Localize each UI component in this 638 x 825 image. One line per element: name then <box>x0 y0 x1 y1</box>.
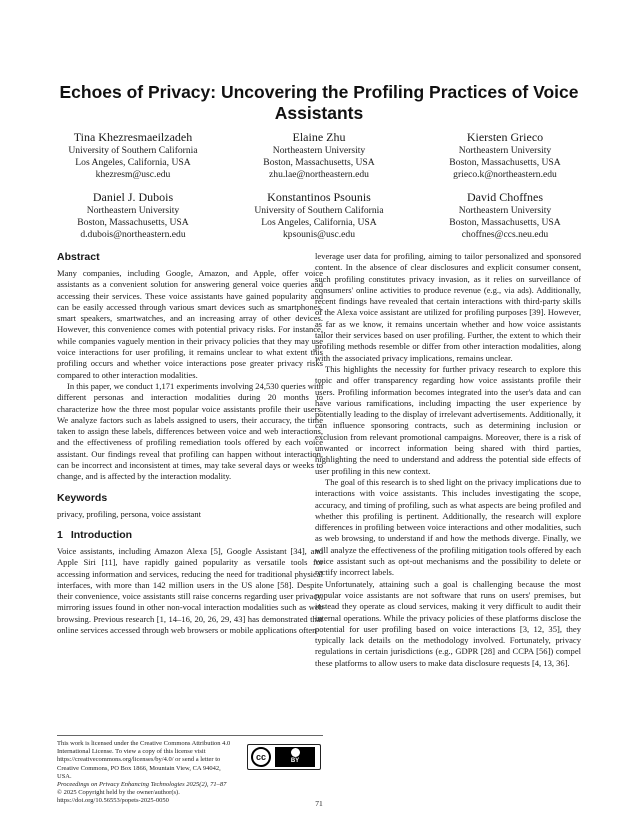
keywords-heading: Keywords <box>57 491 108 504</box>
author-name: Kiersten Grieco <box>466 130 544 144</box>
abstract-paragraph-2: In this paper, we conduct 1,171 experiments involving 24,530 queries with different personas and interaction modalities during 20 months to characterize how the three most popular voice assistants profile their users. We analyze factors such as labels assigned to users, their accuracy, the time taken to assign these labels, differences between voice and web interactions, and the effectiveness of profiling remediation tools offered by each voice assistant. Our findings reveal that profiling can happen without interaction, can be incorrect and inconsistent at times, may take several days or weeks to change, and is affected by the interaction modality. <box>57 380 323 482</box>
right-paragraph-4: Unfortunately, attaining such a goal is challenging because the most popular voice assistants are not software that runs on users' premises, but instead they operate as cloud services, making it very difficult to audit their internal operations. While the privacy policies of these platforms disclose the potential for user profiling based on voice interactions [3, 12, 35], they typically lack details on the methodology involved. Fortunately, privacy regulations in certain jurisdictions (e.g., GDPR [28] and CCPA [56]) compel these platforms to allow users to make data disclosure requests [4, 13, 36]. <box>315 578 581 668</box>
author-affiliation: Northeastern University <box>86 205 180 216</box>
author-location: Los Angeles, California, USA <box>261 217 377 229</box>
author-name: Tina Khezresmaeilzadeh <box>73 130 193 144</box>
author-name: David Choffnes <box>466 190 544 204</box>
author-block <box>40 130 226 182</box>
author-block <box>226 190 412 242</box>
copyright-text: © 2025 Copyright held by the owner/author(s). <box>57 789 180 797</box>
page-number: 71 <box>315 799 323 808</box>
author-affiliation: Northeastern University <box>458 145 552 156</box>
author-row-1 <box>40 130 598 182</box>
author-block <box>40 190 226 242</box>
author-affiliation: University of Southern California <box>254 205 384 216</box>
abstract-heading: Abstract <box>57 251 100 263</box>
author-location: Boston, Massachusetts, USA <box>77 217 189 229</box>
cc-logo-icon: cc <box>251 747 271 767</box>
paper-title: Echoes of Privacy: Uncovering the Profiling Practices of Voice Assistants <box>59 82 579 123</box>
author-affiliation: Northeastern University <box>272 145 366 156</box>
author-email: d.dubois@northeastern.edu <box>80 229 186 241</box>
by-label: BY <box>290 758 300 765</box>
right-paragraph-3: The goal of this research is to shed light on the privacy implications due to interactions with voice assistants. This includes investigating the scope, accuracy, and timing of profiling, such as what aspects are being profiled and whether this profiling is pertinent. Additionally, the research will explore differences in profiling between voice interactions and other modalities, such as web browsing, to understand if and how the methods diverge. Finally, we will analyze the effectiveness of the profiling mitigation tools offered by each voice assistant such as opt-out mechanisms and the possibility to delete or rectify incorrect labels. <box>315 476 581 578</box>
by-attribution-icon <box>275 747 315 767</box>
author-name: Elaine Zhu <box>292 130 346 144</box>
author-location: Boston, Massachusetts, USA <box>449 157 561 169</box>
author-block <box>226 130 412 182</box>
section-title: Introduction <box>70 528 133 541</box>
abstract-paragraph-1: Many companies, including Google, Amazon, and Apple, offer voice assistants as a convenient solution for answering general voice queries and accessing their services. These voice assistants have gained popularity and can be easily accessed through various smart devices such as smartphones, smart speakers, smartwatches, and an increasing array of other devices. However, this convenience comes with potential privacy risks. For instance, while companies vaguely mention in their privacy policies that they may use voice interactions for user profiling, it remains unclear to what extent this profiling occurs and whether voice interactions pose greater privacy risks compared to other interaction modalities. <box>57 268 323 380</box>
keywords-text: privacy, profiling, persona, voice assistant <box>57 508 201 519</box>
author-email: zhu.lae@northeastern.edu <box>269 169 369 181</box>
creative-commons-badge[interactable] <box>247 744 321 770</box>
author-location: Los Angeles, California, USA <box>75 157 191 169</box>
intro-paragraph-1: Voice assistants, including Amazon Alexa [5], Google Assistant [34], and Apple Siri [11], have rapidly gained popularity as versatile tools for accessing information and services, reducing the need for traditional physical interfaces, with more than 142 million users in the US alone [58]. Despite their convenience, voice assistants still raise concerns regarding user privacy, mirroring issues found in other non-vocal interaction modalities such as web browsing. Previous research [1, 14–16, 20, 26, 29, 43] has demonstrated that online services accessed through web browsers or mobile applications often <box>57 545 323 636</box>
author-email: khezresm@usc.edu <box>95 169 171 181</box>
author-name: Konstantinos Psounis <box>267 190 371 204</box>
right-paragraph-2: This highlights the necessity for further privacy research to explore this topic and offer transparency regarding how voice assistants profile their users. Profiling information becomes integrated into the user's data and can have various ramifications, including impacting the user experience by potentially leading to the display of irrelevant advertisements. Additionally, it can influence sponsoring contracts, such as determining inclusion or exclusion from relevant promotional campaigns. Moreover, there is a risk of unwanted or incorrect information being shared with third parties, highlighting the need to understand and address the potential side effects of user profiling in this new context. <box>315 363 581 476</box>
author-block <box>412 130 598 182</box>
author-email: choffnes@ccs.neu.edu <box>461 229 549 241</box>
author-row-2 <box>40 190 598 242</box>
author-affiliation: University of Southern California <box>68 145 198 156</box>
license-footnote <box>57 735 323 806</box>
introduction-heading <box>57 529 323 542</box>
author-name: Daniel J. Dubois <box>92 190 174 204</box>
author-location: Boston, Massachusetts, USA <box>263 157 375 169</box>
section-number: 1 <box>57 528 63 541</box>
doi-link[interactable]: https://doi.org/10.56553/popets-2025-0050 <box>57 797 169 805</box>
author-email: kpsounis@usc.edu <box>283 229 355 241</box>
author-location: Boston, Massachusetts, USA <box>449 217 561 229</box>
venue-text: Proceedings on Privacy Enhancing Technologies 2025(2), 71–87 <box>57 781 227 789</box>
author-affiliation: Northeastern University <box>458 205 552 216</box>
license-text: This work is licensed under the Creative Commons Attribution 4.0 International License. To view a copy of this license visit https://creativecommons.org/licenses/by/4.0/ or send a letter to Creative Commons, PO Box 1866, Mountain View, CA 94042, USA. <box>57 740 231 780</box>
author-block <box>412 190 598 242</box>
person-icon <box>291 748 300 757</box>
author-email: grieco.k@northeastern.edu <box>453 169 557 181</box>
left-column <box>57 251 323 636</box>
right-column <box>315 251 581 669</box>
right-paragraph-1: leverage user data for profiling, aiming to tailor personalized and sponsored content. In the absence of clear disclosures and explicit consumer consent, such profiling constitutes privacy invasion, as it relies on surveillance of consumers' online activities to produce revenue (e.g., via ads). Additionally, recent findings have revealed that certain interactions with third-party skills of the Alexa voice assistant are utilized for profiling purposes [39]. However, as far as we know, it remains uncertain whether and how voice assistants tailor their services based on user profiling. Further, the extent to which their profiling methods resemble or differ from other interaction modalities, along with the associated privacy implications, remains unclear. <box>315 251 581 363</box>
